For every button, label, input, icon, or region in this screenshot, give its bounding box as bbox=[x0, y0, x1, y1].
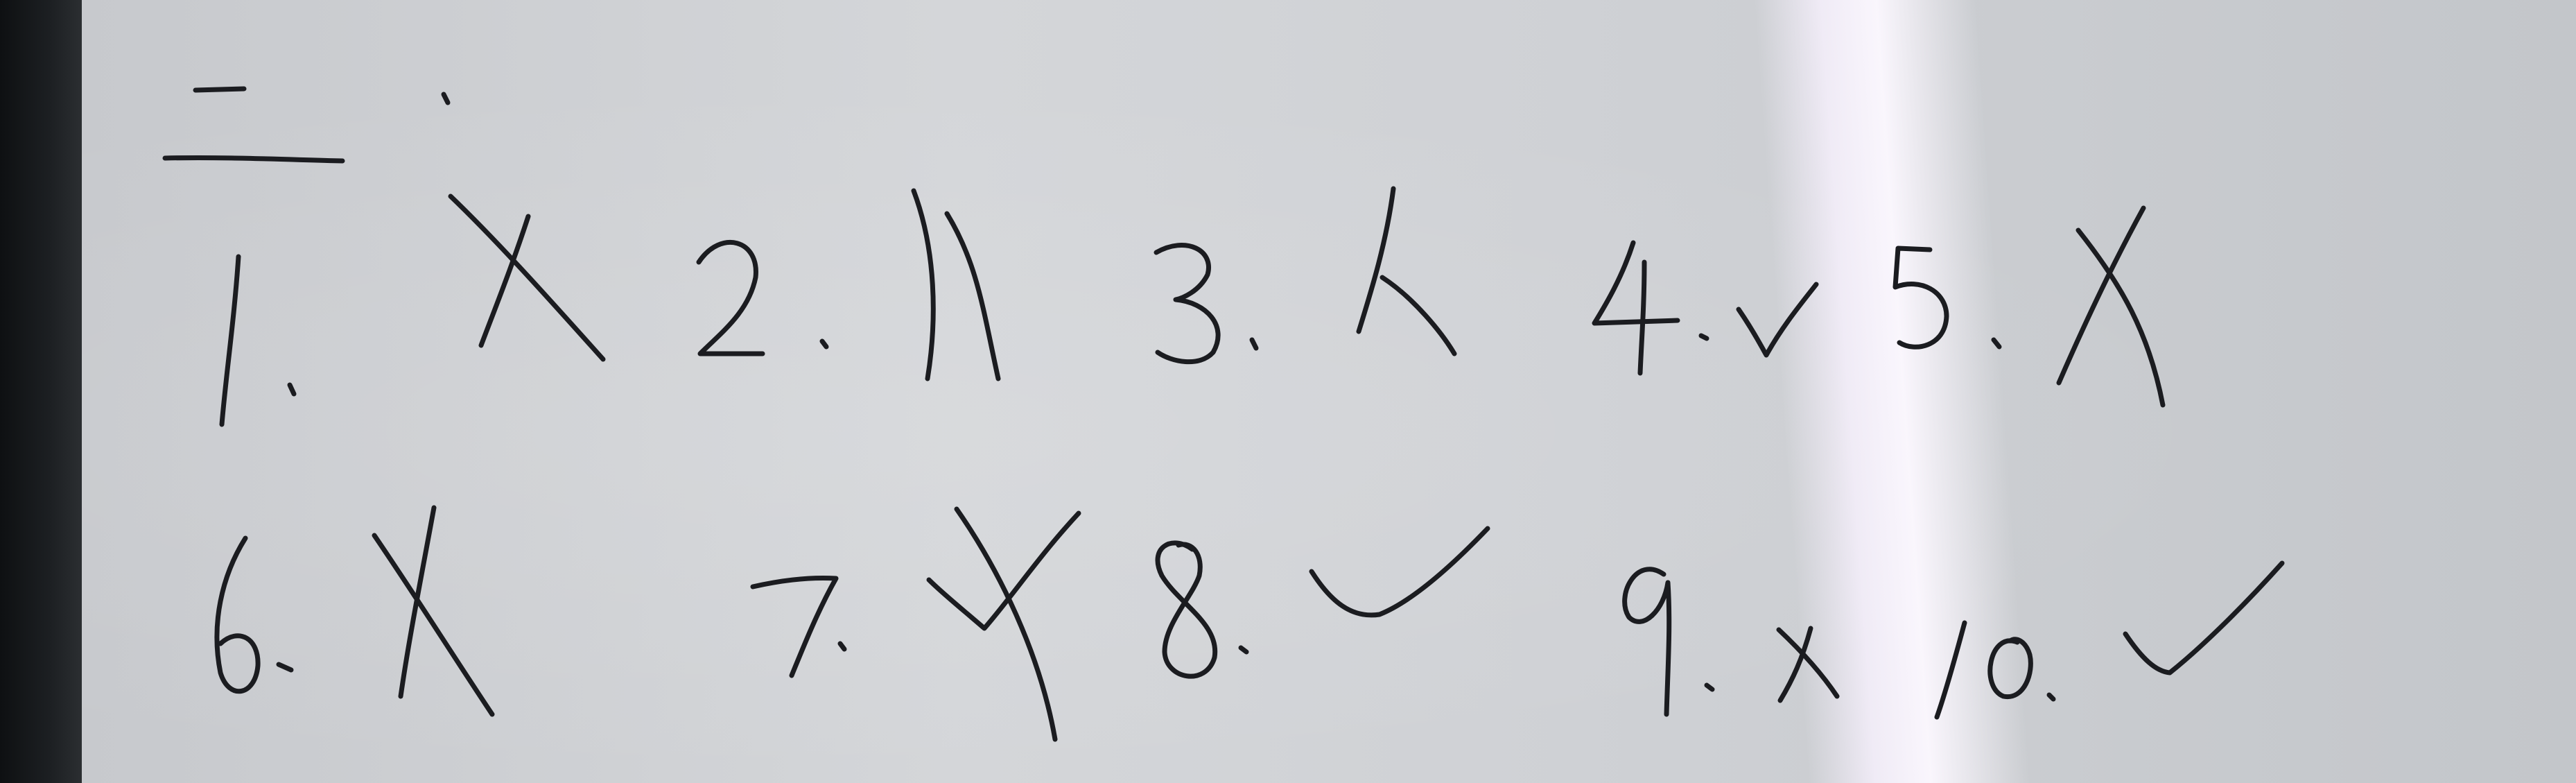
number-7 bbox=[753, 578, 836, 676]
answer-10 bbox=[1937, 563, 2282, 717]
answer-4 bbox=[1594, 243, 1816, 373]
number-8 bbox=[1158, 543, 1215, 676]
mark-3-x bbox=[1359, 189, 1393, 332]
mark-7-x bbox=[957, 509, 1055, 739]
number-2 bbox=[699, 242, 763, 354]
mark-2-x bbox=[914, 191, 933, 379]
mark-4-check bbox=[1739, 284, 1816, 355]
number-1 bbox=[222, 257, 238, 424]
answer-5 bbox=[1895, 208, 2163, 405]
answer-2 bbox=[699, 191, 998, 379]
answer-9 bbox=[1625, 569, 1837, 714]
mark-6-x bbox=[374, 535, 492, 714]
number-6 bbox=[217, 538, 258, 691]
number-5 bbox=[1895, 248, 1947, 347]
mark-10-check bbox=[2125, 563, 2282, 673]
number-10 bbox=[1937, 623, 1965, 717]
number-9 bbox=[1625, 569, 1669, 714]
answer-8 bbox=[1158, 528, 1488, 676]
stray-mark bbox=[444, 94, 448, 103]
number-3 bbox=[1156, 246, 1218, 362]
answer-3 bbox=[1156, 189, 1454, 362]
mark-8-check bbox=[1312, 528, 1488, 615]
answer-6 bbox=[217, 508, 492, 714]
section-mark bbox=[165, 89, 342, 161]
number-4 bbox=[1594, 243, 1678, 323]
answer-1 bbox=[222, 196, 603, 424]
answer-7 bbox=[753, 509, 1079, 739]
